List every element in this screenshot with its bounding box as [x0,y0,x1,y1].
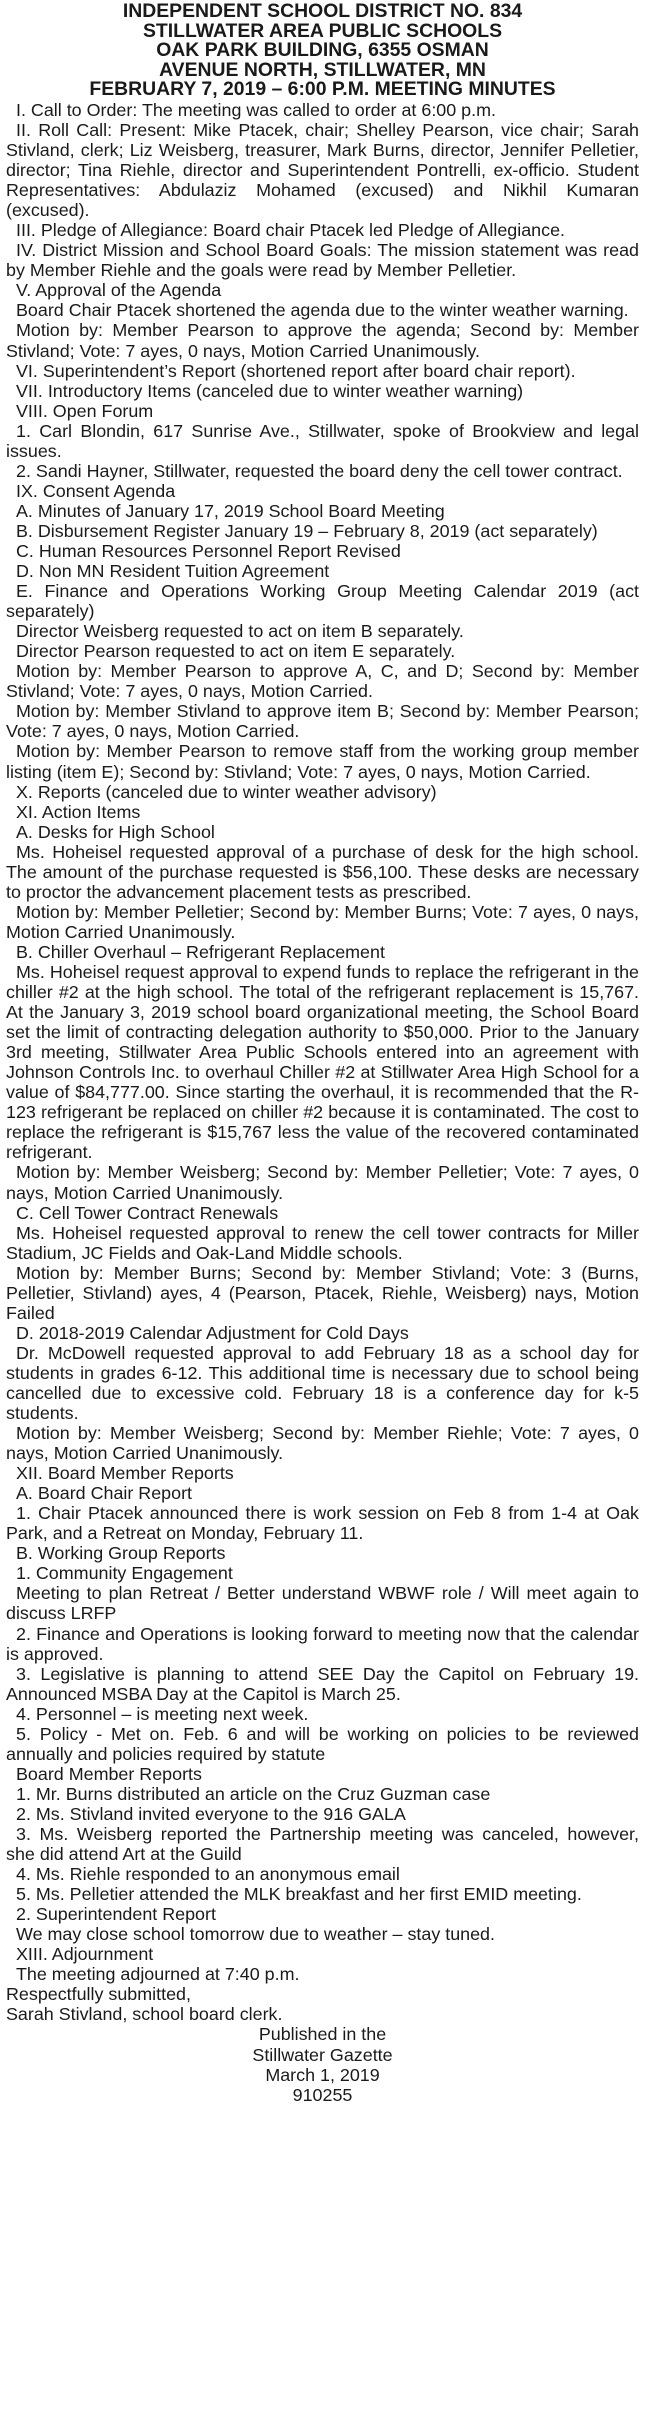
minutes-paragraph: Board Member Reports [16,1763,202,1784]
minutes-paragraph: Motion by: Member Weisberg; Second by: Member Riehle; Vote: 7 ayes, 0 nays, Motion Carried Unanimously. [6,1423,639,1464]
closing [6,1984,639,2024]
minutes-paragraph: Ms. Hoheisel requested approval of a purchase of desk for the high school. The amount of the purchase requested is $56,100. These desks are necessary to proctor the advancement placement tests as prescribed. [6,841,639,902]
minutes-paragraph: Meeting to plan Retreat / Better understand WBWF role / Will meet again to discuss LRFP [6,1583,639,1624]
minutes-paragraph: D. 2018-2019 Calendar Adjustment for Cold Days [16,1322,409,1343]
heading-line: OAK PARK BUILDING, 6355 OSMAN [156,39,489,62]
minutes-paragraph: A. Minutes of January 17, 2019 School Board Meeting [16,500,445,521]
minutes-paragraph: XII. Board Member Reports [16,1463,234,1484]
minutes-paragraph: Motion by: Member Burns; Second by: Member Stivland; Vote: 3 (Burns, Pelletier, Stivland) ayes, 4 (Pearson, Ptacek, Riehle, Weisberg) nays, Motion Failed [6,1262,639,1323]
minutes-paragraph: V. Approval of the Agenda [16,280,222,301]
publication-info [6,2024,639,2104]
minutes-paragraph: D. Non MN Resident Tuition Agreement [16,561,330,582]
minutes-paragraph: B. Disbursement Register January 19 – February 8, 2019 (act separately) [16,520,598,541]
minutes-paragraph: Motion by: Member Pelletier; Second by: Member Burns; Vote: 7 ayes, 0 nays, Motion Carried Unanimously. [6,901,639,942]
minutes-paragraph: 1. Carl Blondin, 617 Sunrise Ave., Stillwater, spoke of Brookview and legal issues. [6,420,639,461]
minutes-paragraph: 4. Ms. Riehle responded to an anonymous email [16,1864,400,1885]
minutes-paragraph: 2. Finance and Operations is looking forward to meeting now that the calendar is approved. [6,1623,639,1664]
minutes-paragraph: 5. Policy - Met on. Feb. 6 and will be working on policies to be reviewed annually and policies required by statute [6,1723,639,1764]
minutes-paragraph: Ms. Hoheisel request approval to expend funds to replace the refrigerant in the chiller #2 at the high school. The total of the refrigerant replacement is 15,767. At the January 3, 2019 school board organizational meeting, the School Board set the limit of contracting delegation authority to $50,000. Prior to the January 3rd meeting, Stillwater Area Public Schools entered into an agreement with Johnson Controls Inc. to overhaul Chiller #2 at Stillwater Area High School for a value of $84,777.00. Since starting the overhaul, it is recommended that the R-123 refrigerant be replaced on chiller #2 because it is contaminated. The cost to replace the refrigerant is $15,767 less the value of the recovered contaminated refrigerant. [6,961,639,1163]
minutes-paragraph: 5. Ms. Pelletier attended the MLK breakfast and her first EMID meeting. [16,1884,582,1905]
minutes-paragraph: VII. Introductory Items (canceled due to winter weather warning) [16,380,524,401]
minutes-paragraph: C. Cell Tower Contract Renewals [16,1202,279,1223]
minutes-paragraph: C. Human Resources Personnel Report Revised [16,541,401,561]
minutes-paragraph: III. Pledge of Allegiance: Board chair Ptacek led Pledge of Allegiance. [16,220,566,241]
minutes-paragraph: I. Call to Order: The meeting was called to order at 6:00 p.m. [16,99,496,120]
publication-line: Published in the [258,2024,387,2045]
minutes-paragraph: Motion by: Member Stivland to approve item B; Second by: Member Pearson; Vote: 7 ayes, 0 nays, Motion Carried. [6,701,639,742]
heading-line: INDEPENDENT SCHOOL DISTRICT NO. 834 [122,0,523,22]
minutes-paragraph: 3. Legislative is planning to attend SEE Day the Capitol on February 19. Announced MSBA Day at the Capitol is March 25. [6,1663,639,1704]
minutes-paragraph: Motion by: Member Pearson to approve the agenda; Second by: Member Stivland; Vote: 7 ayes, 0 nays, Motion Carried Unanimously. [6,320,639,361]
minutes-paragraph: XI. Action Items [16,801,141,822]
minutes-paragraph: Ms. Hoheisel requested approval to renew the cell tower contracts for Miller Stadium, JC Fields and Oak-Land Middle schools. [6,1222,639,1263]
publication-id: 910255 [292,2084,353,2105]
minutes-paragraph: Motion by: Member Pearson to approve A, C, and D; Second by: Member Stivland; Vote: 7 ayes, 0 nays, Motion Carried. [6,661,639,702]
minutes-paragraph: B. Working Group Reports [16,1543,226,1564]
minutes-paragraph: 1. Chair Ptacek announced there is work session on Feb 8 from 1-4 at Oak Park, and a Retreat on Monday, February 11. [6,1503,639,1544]
minutes-paragraph: 1. Community Engagement [16,1563,233,1584]
heading-line: AVENUE NORTH, STILLWATER, MN [159,58,486,81]
minutes-paragraph: Board Chair Ptacek shortened the agenda due to the winter weather warning. [16,300,629,321]
minutes-paragraph: 4. Personnel – is meeting next week. [16,1703,309,1724]
minutes-paragraph: 2. Superintendent Report [16,1904,216,1925]
notice-heading [6,2,639,100]
minutes-paragraph: Motion by: Member Weisberg; Second by: Member Pelletier; Vote: 7 ayes, 0 nays, Motion Carried Unanimously. [6,1162,639,1203]
minutes-body [6,100,639,1984]
minutes-paragraph: XIII. Adjournment [16,1944,154,1965]
heading-line: STILLWATER AREA PUBLIC SCHOOLS [142,19,503,42]
minutes-paragraph: 2. Ms. Stivland invited everyone to the 916 GALA [16,1803,406,1824]
minutes-paragraph: II. Roll Call: Present: Mike Ptacek, chair; Shelley Pearson, vice chair; Sarah Stivland, clerk; Liz Weisberg, treasurer, Mark Burns, director, Jennifer Pelletier, director; Tina Riehle, director and Superintendent Pontrelli, ex-officio. Student Representatives: Abdulaziz Mohamed (excused) and Nikhil Kumaran (excused). [6,120,639,221]
minutes-paragraph: We may close school tomorrow due to weather – stay tuned. [16,1924,495,1945]
minutes-paragraph: A. Board Chair Report [16,1483,193,1504]
heading-line: FEBRUARY 7, 2019 – 6:00 P.M. MEETING MINUTES [89,78,556,101]
minutes-paragraph: VI. Superintendent’s Report (shortened report after board chair report). [16,360,576,381]
minutes-paragraph: IV. District Mission and School Board Goals: The mission statement was read by Member Riehle and the goals were read by Member Pelletier. [6,240,639,281]
minutes-paragraph: 1. Mr. Burns distributed an article on the Cruz Guzman case [16,1783,491,1804]
minutes-paragraph: VIII. Open Forum [16,400,154,421]
minutes-paragraph: 3. Ms. Weisberg reported the Partnership meeting was canceled, however, she did attend Art at the Guild [6,1824,639,1865]
minutes-paragraph: 2. Sandi Hayner, Stillwater, requested the board deny the cell tower contract. [16,460,623,481]
minutes-paragraph: A. Desks for High School [16,821,215,842]
minutes-paragraph: B. Chiller Overhaul – Refrigerant Replacement [16,941,385,962]
publication-date: March 1, 2019 [265,2064,380,2085]
minutes-paragraph: The meeting adjourned at 7:40 p.m. [16,1964,300,1985]
minutes-paragraph: Motion by: Member Pearson to remove staff from the working group member listing (item E); Second by: Stivland; Vote: 7 ayes, 0 nays, Motion Carried. [6,741,639,782]
minutes-paragraph: Director Pearson requested to act on item E separately. [16,641,456,662]
clerk-signature: Sarah Stivland, school board clerk. [6,2004,283,2025]
minutes-paragraph: IX. Consent Agenda [16,480,176,501]
minutes-paragraph: Director Weisberg requested to act on item B separately. [16,621,464,642]
minutes-paragraph: E. Finance and Operations Working Group Meeting Calendar 2019 (act separately) [6,581,639,622]
minutes-paragraph: Dr. McDowell requested approval to add February 18 as a school day for students in grades 6-12. This additional time is necessary due to school being cancelled due to excessive cold. February 18 is a conference day for k-5 students. [6,1342,639,1424]
minutes-paragraph: X. Reports (canceled due to winter weather advisory) [16,781,437,802]
publication-name: Stillwater Gazette [252,2044,393,2065]
closing-line: Respectfully submitted, [6,1984,191,2005]
